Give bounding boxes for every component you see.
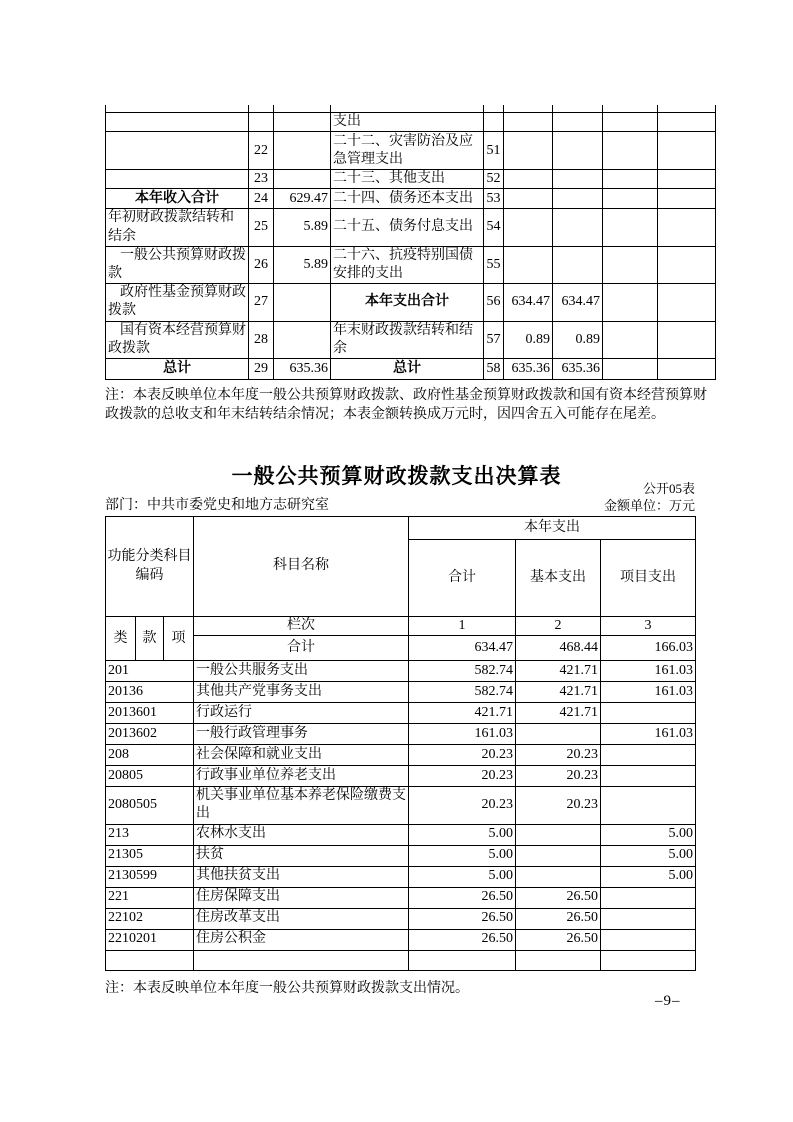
subject-name-cell [194, 950, 409, 970]
basic-amount-cell: 26.50 [516, 908, 601, 929]
amount-3-cell [603, 246, 658, 283]
income-line-cell [249, 113, 274, 132]
code-cell [106, 950, 194, 970]
basic-amount-cell [516, 866, 601, 887]
subject-name-cell: 住房公积金 [194, 929, 409, 950]
table-row [106, 824, 696, 845]
income-amount-cell: 5.89 [274, 209, 331, 246]
table-row [106, 908, 696, 929]
table2-meta-row [105, 494, 695, 514]
amount-4-cell [658, 132, 716, 170]
amount-2-cell [553, 132, 603, 170]
table-row [106, 845, 696, 866]
expense-line-cell: 58 [484, 358, 504, 379]
income-amount-cell: 629.47 [274, 189, 331, 209]
total-amount-cell: 161.03 [409, 724, 516, 745]
table-row [106, 113, 716, 132]
total-amount-cell: 421.71 [409, 703, 516, 724]
subject-name-cell: 机关事业单位基本养老保险缴费支出 [194, 787, 409, 824]
total-amount-cell: 26.50 [409, 887, 516, 908]
basic-amount-cell [516, 845, 601, 866]
total-column-header-cell: 合计 [409, 540, 516, 617]
subject-name-cell: 住房改革支出 [194, 908, 409, 929]
project-amount-cell: 161.03 [601, 724, 696, 745]
amount-2-cell [553, 246, 603, 283]
total-amount-cell: 20.23 [409, 766, 516, 787]
amount-2-cell: 0.89 [553, 321, 603, 358]
income-line-cell: 29 [249, 358, 274, 379]
income-item-cell: 国有资本经营预算财政拨款 [106, 321, 249, 358]
expense-line-cell: 51 [484, 132, 504, 170]
code-cell: 2013601 [106, 703, 194, 724]
table-total-row [106, 636, 696, 661]
code-cell: 22102 [106, 908, 194, 929]
project-amount-cell: 5.00 [601, 845, 696, 866]
total-amount-cell: 582.74 [409, 661, 516, 682]
code-cell: 20136 [106, 682, 194, 703]
table-row [106, 745, 696, 766]
total-amount-cell: 26.50 [409, 908, 516, 929]
department-label: 部门：中共市委党史和地方志研究室 [105, 498, 329, 513]
amount-2-cell [553, 209, 603, 246]
project-amount-cell: 166.03 [601, 636, 696, 661]
lane-label-cell: 栏次 [194, 617, 409, 636]
subject-name-cell: 其他共产党事务支出 [194, 682, 409, 703]
table1-note: 注：本表反映单位本年度一般公共预算财政拨款、政府性基金预算财政拨款和国有资本经营预算财政拨款的总收支和年末结转结余情况；本表金额转换成万元时，因四舍五入可能存在尾差。 [105, 388, 707, 423]
amount-2-cell: 634.47 [553, 284, 603, 321]
expense-line-cell: 57 [484, 321, 504, 358]
code-cell: 2130599 [106, 866, 194, 887]
basic-amount-cell: 421.71 [516, 661, 601, 682]
income-amount-cell [274, 113, 331, 132]
subject-name-cell: 社会保障和就业支出 [194, 745, 409, 766]
table-row [106, 724, 696, 745]
year-expense-header-cell: 本年支出 [409, 517, 696, 540]
table-row [106, 661, 696, 682]
basic-amount-cell: 421.71 [516, 682, 601, 703]
code-cell: 2013602 [106, 724, 194, 745]
table-row [106, 132, 716, 170]
project-expense-header-cell: 项目支出 [601, 540, 696, 617]
code-item-cell: 项 [164, 617, 194, 661]
amount-1-cell [504, 105, 553, 113]
expense-line-cell: 54 [484, 209, 504, 246]
amount-1-cell: 635.36 [504, 358, 553, 379]
table-row [106, 887, 696, 908]
table-row [106, 866, 696, 887]
table-row-clipped [106, 105, 716, 113]
amount-1-cell [504, 189, 553, 209]
project-amount-cell [601, 703, 696, 724]
amount-2-cell [553, 105, 603, 113]
income-line-cell: 26 [249, 246, 274, 283]
amount-3-cell [603, 189, 658, 209]
total-amount-cell: 5.00 [409, 824, 516, 845]
table-row [106, 321, 716, 358]
income-amount-cell [274, 284, 331, 321]
basic-amount-cell: 20.23 [516, 766, 601, 787]
amount-3-cell [603, 113, 658, 132]
table-row [106, 284, 716, 321]
amount-3-cell [603, 132, 658, 170]
total-amount-cell: 26.50 [409, 929, 516, 950]
income-item-cell [106, 170, 249, 189]
table-row [106, 682, 696, 703]
income-line-cell [249, 105, 274, 113]
total-amount-cell: 20.23 [409, 745, 516, 766]
income-item-cell [106, 132, 249, 170]
code-cell: 2080505 [106, 787, 194, 824]
basic-amount-cell [516, 724, 601, 745]
expense-line-cell: 52 [484, 170, 504, 189]
subject-name-cell: 其他扶贫支出 [194, 866, 409, 887]
income-expense-summary-table [105, 105, 716, 380]
code-cell: 201 [106, 661, 194, 682]
project-amount-cell: 5.00 [601, 824, 696, 845]
project-amount-cell: 161.03 [601, 682, 696, 703]
lane-1-cell: 1 [409, 617, 516, 636]
table-lane-row [106, 617, 696, 636]
unit-label: 金额单位：万元 [603, 498, 695, 513]
expense-line-cell: 53 [484, 189, 504, 209]
amount-2-cell [553, 189, 603, 209]
income-line-cell: 24 [249, 189, 274, 209]
code-cell: 21305 [106, 845, 194, 866]
table-row [106, 766, 696, 787]
amount-3-cell [603, 170, 658, 189]
total-label-cell: 合计 [194, 636, 409, 661]
expense-item-cell: 二十四、债务还本支出 [331, 189, 484, 209]
income-line-cell: 27 [249, 284, 274, 321]
expense-item-cell: 二十六、抗疫特别国债安排的支出 [331, 246, 484, 283]
amount-4-cell [658, 189, 716, 209]
table-row [106, 703, 696, 724]
table-row [106, 209, 716, 246]
page-number: –9– [655, 993, 681, 1009]
amount-1-cell: 0.89 [504, 321, 553, 358]
amount-1-cell [504, 132, 553, 170]
total-amount-cell: 582.74 [409, 682, 516, 703]
table-row [106, 189, 716, 209]
basic-amount-cell: 421.71 [516, 703, 601, 724]
amount-1-cell [504, 113, 553, 132]
basic-amount-cell [516, 950, 601, 970]
code-class-cell: 类 [106, 617, 136, 661]
amount-4-cell [658, 358, 716, 379]
income-line-cell: 22 [249, 132, 274, 170]
income-amount-cell: 5.89 [274, 246, 331, 283]
table-row [106, 358, 716, 379]
subject-name-header-cell: 科目名称 [194, 517, 409, 617]
amount-1-cell: 634.47 [504, 284, 553, 321]
subject-name-cell: 扶贫 [194, 845, 409, 866]
table-row [106, 929, 696, 950]
table-header-row [106, 517, 696, 540]
income-amount-cell [274, 321, 331, 358]
income-line-cell: 28 [249, 321, 274, 358]
subject-name-cell: 一般公共服务支出 [194, 661, 409, 682]
project-amount-cell [601, 908, 696, 929]
income-amount-cell: 635.36 [274, 358, 331, 379]
code-cell: 20805 [106, 766, 194, 787]
project-amount-cell [601, 929, 696, 950]
code-group-header-cell: 功能分类科目编码 [106, 517, 194, 617]
amount-4-cell [658, 105, 716, 113]
basic-amount-cell: 20.23 [516, 745, 601, 766]
code-cell: 2210201 [106, 929, 194, 950]
subject-name-cell: 行政运行 [194, 703, 409, 724]
project-amount-cell [601, 887, 696, 908]
project-amount-cell [601, 787, 696, 824]
expense-item-cell: 二十三、其他支出 [331, 170, 484, 189]
income-amount-cell [274, 132, 331, 170]
amount-3-cell [603, 358, 658, 379]
income-item-cell [106, 113, 249, 132]
amount-1-cell [504, 209, 553, 246]
income-item-cell: 年初财政拨款结转和结余 [106, 209, 249, 246]
sheet-number-label: 公开05表 [642, 481, 695, 496]
project-amount-cell [601, 745, 696, 766]
expense-item-cell: 年末财政拨款结转和结余 [331, 321, 484, 358]
income-item-cell: 本年收入合计 [106, 189, 249, 209]
table2-title: 一般公共预算财政拨款支出决算表 [231, 465, 562, 489]
subject-name-cell: 行政事业单位养老支出 [194, 766, 409, 787]
expense-line-cell [484, 113, 504, 132]
expense-line-cell: 56 [484, 284, 504, 321]
total-amount-cell: 5.00 [409, 845, 516, 866]
amount-4-cell [658, 246, 716, 283]
total-amount-cell: 634.47 [409, 636, 516, 661]
amount-1-cell [504, 246, 553, 283]
basic-expense-header-cell: 基本支出 [516, 540, 601, 617]
project-amount-cell [601, 950, 696, 970]
amount-4-cell [658, 170, 716, 189]
table-row [106, 246, 716, 283]
expense-item-cell: 二十五、债务付息支出 [331, 209, 484, 246]
amount-4-cell [658, 209, 716, 246]
code-section-cell: 款 [136, 617, 164, 661]
income-line-cell: 23 [249, 170, 274, 189]
basic-amount-cell: 468.44 [516, 636, 601, 661]
project-amount-cell: 5.00 [601, 866, 696, 887]
amount-3-cell [603, 105, 658, 113]
lane-2-cell: 2 [516, 617, 601, 636]
amount-3-cell [603, 209, 658, 246]
income-amount-cell [274, 170, 331, 189]
income-item-cell: 一般公共预算财政拨款 [106, 246, 249, 283]
code-cell: 213 [106, 824, 194, 845]
income-item-cell: 政府性基金预算财政拨款 [106, 284, 249, 321]
subject-name-cell: 一般行政管理事务 [194, 724, 409, 745]
expense-item-cell: 支出 [331, 113, 484, 132]
table2-note: 注：本表反映单位本年度一般公共预算财政拨款支出情况。 [105, 981, 469, 996]
total-amount-cell: 20.23 [409, 787, 516, 824]
expense-line-cell: 55 [484, 246, 504, 283]
subject-name-cell: 住房保障支出 [194, 887, 409, 908]
income-item-cell [106, 105, 249, 113]
expense-item-cell: 本年支出合计 [331, 284, 484, 321]
amount-3-cell [603, 321, 658, 358]
income-item-cell: 总计 [106, 358, 249, 379]
income-amount-cell [274, 105, 331, 113]
basic-amount-cell: 26.50 [516, 929, 601, 950]
amount-4-cell [658, 284, 716, 321]
expense-item-cell: 二十二、灾害防治及应急管理支出 [331, 132, 484, 170]
total-amount-cell: 5.00 [409, 866, 516, 887]
lane-3-cell: 3 [601, 617, 696, 636]
project-amount-cell: 161.03 [601, 661, 696, 682]
table-row [106, 170, 716, 189]
amount-2-cell [553, 113, 603, 132]
code-cell: 221 [106, 887, 194, 908]
amount-3-cell [603, 284, 658, 321]
basic-amount-cell [516, 824, 601, 845]
expense-item-cell [331, 105, 484, 113]
amount-1-cell [504, 170, 553, 189]
code-cell: 208 [106, 745, 194, 766]
table-row [106, 787, 696, 824]
subject-name-cell: 农林水支出 [194, 824, 409, 845]
total-amount-cell [409, 950, 516, 970]
table-row-empty [106, 950, 696, 970]
income-line-cell: 25 [249, 209, 274, 246]
basic-amount-cell: 20.23 [516, 787, 601, 824]
amount-4-cell [658, 113, 716, 132]
basic-amount-cell: 26.50 [516, 887, 601, 908]
expense-item-cell: 总计 [331, 358, 484, 379]
amount-4-cell [658, 321, 716, 358]
amount-2-cell: 635.36 [553, 358, 603, 379]
amount-2-cell [553, 170, 603, 189]
project-amount-cell [601, 766, 696, 787]
expense-line-cell [484, 105, 504, 113]
expenditure-table [105, 516, 696, 971]
